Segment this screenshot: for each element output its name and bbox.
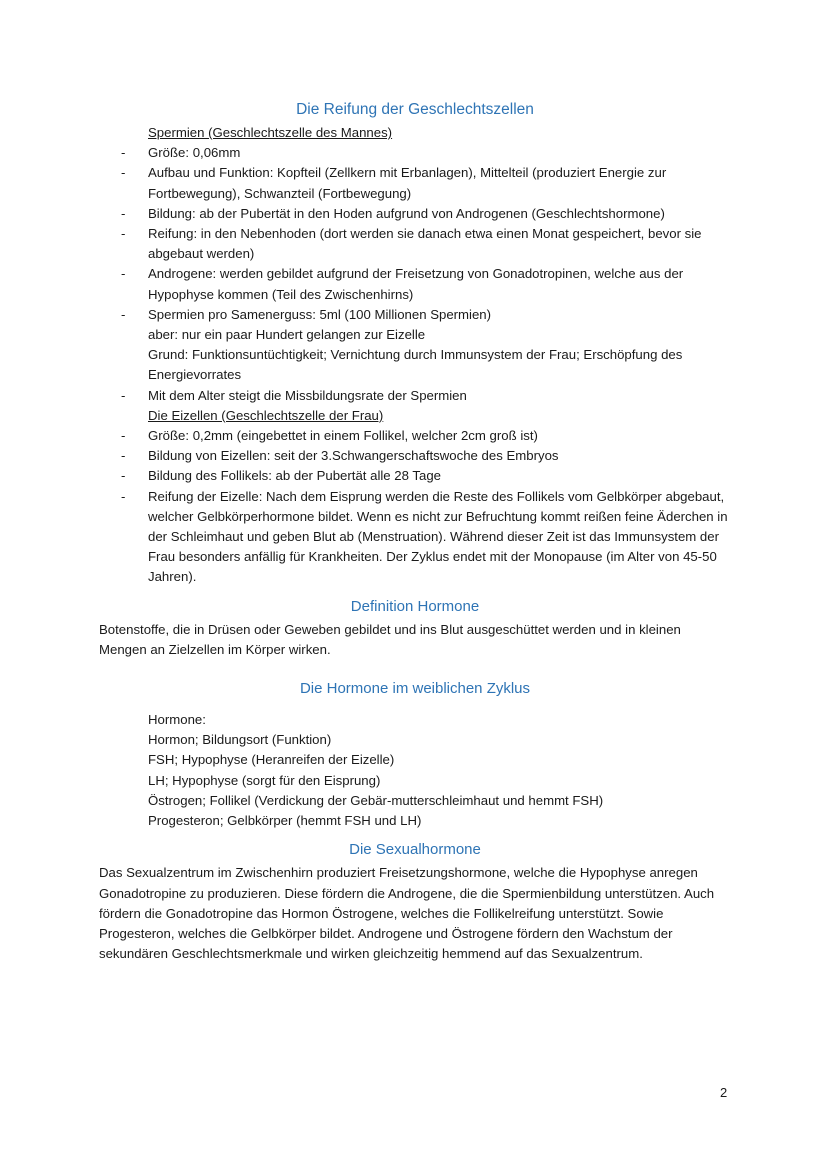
list-item: - Aufbau und Funktion: Kopfteil (Zellkern mit Erbanlagen), Mittelteil (produziert Energie zur Fortbewegung), Schwanzteil (Fortbewegung): [99, 163, 731, 203]
page-content: [99, 99, 731, 964]
cycle-line: Hormone:: [148, 712, 206, 728]
list-item: - Bildung: ab der Pubertät in den Hoden aufgrund von Androgenen (Geschlechtshormone): [99, 204, 731, 224]
subheading-sperm: Spermien (Geschlechtszelle des Mannes): [148, 125, 393, 140]
list-item-sperm-count: [99, 305, 731, 386]
list-item: - Größe: 0,2mm (eingebettet in einem Follikel, welcher 2cm groß ist): [99, 426, 731, 446]
sperm-count-line: Grund: Funktionsuntüchtigkeit; Vernichtung durch Immunsystem der Frau; Erschöpfung des Energievorrates: [148, 347, 683, 383]
list-item: - Bildung des Follikels: ab der Pubertät alle 28 Tage: [99, 466, 731, 486]
heading-cycle: Die Hormone im weiblichen Zyklus: [299, 680, 531, 698]
heading-definition: Definition Hormone: [350, 597, 480, 615]
cycle-line: Progesteron; Gelbkörper (hemmt FSH und LH): [148, 813, 422, 829]
cycle-hormone-list: [99, 710, 731, 831]
sperm-count-line: aber: nur ein paar Hundert gelangen zur Eizelle: [148, 327, 426, 343]
list-item: - Reifung: in den Nebenhoden (dort werden sie danach etwa einen Monat gespeichert, bevor sie abgebaut werden): [99, 224, 731, 264]
page-number: 2: [720, 1085, 728, 1100]
cycle-line: FSH; Hypophyse (Heranreifen der Eizelle): [148, 752, 395, 768]
list-item: - Größe: 0,06mm: [99, 143, 731, 163]
cycle-line: Östrogen; Follikel (Verdickung der Gebär-mutterschleimhaut und hemmt FSH): [148, 792, 604, 808]
egg-list: [99, 426, 731, 588]
list-item: - Bildung von Eizellen: seit der 3.Schwangerschaftswoche des Embryos: [99, 446, 731, 466]
sperm-list: [99, 143, 731, 406]
list-item: - Mit dem Alter steigt die Missbildungsrate der Spermien: [99, 386, 731, 406]
heading-sexual-hormones: Die Sexualhormone: [349, 841, 481, 859]
subheading-egg: Die Eizellen (Geschlechtszelle der Frau): [148, 407, 384, 423]
list-item: - Reifung der Eizelle: Nach dem Eisprung werden die Reste des Follikels vom Gelbkörper abgebaut, welcher Gelbkörperhormone bildet. Wenn es nicht zur Befruchtung kommt reißen feine Äderchen in der Schleimhaut und geben Blut ab (Menstruation). Während dieser Zeit ist das Immunsystem der Frau besonders anfällig für Krankheiten. Der Zyklus endet mit der Monopause (im Alter von 45-50 Jahren).: [99, 487, 731, 588]
definition-text: Botenstoffe, die in Drüsen oder Geweben gebildet und ins Blut ausgeschüttet werden und in kleinen Mengen an Zielzellen im Körper wirken.: [99, 621, 681, 657]
cycle-line: Hormon; Bildungsort (Funktion): [148, 732, 332, 748]
cycle-line: LH; Hypophyse (sorgt für den Eisprung): [148, 772, 381, 788]
heading-main: Die Reifung der Geschlechtszellen: [296, 101, 534, 118]
list-item: - Androgene: werden gebildet aufgrund der Freisetzung von Gonadotropinen, welche aus der Hypophyse kommen (Teil des Zwischenhirns): [99, 264, 731, 304]
sperm-count-line: - Spermien pro Samenerguss: 5ml (100 Millionen Spermien): [148, 306, 492, 322]
sexual-hormones-text: Das Sexualzentrum im Zwischenhirn produziert Freisetzungshormone, welche die Hypophyse anregen Gonadotropine zu produzieren. Diese fördern die Androgene, die die Spermienbildung unterstützen. Auch fördern die Gonadotropine das Hormon Östrogene, welches die Follikelreifung unterstützt. Sowie Progesteron, welches die Gelbkörper bildet. Androgene und Östrogene fördern den Wachstum der sekundären Geschlechtsmerkmale und wirken gleichzeitig hemmend auf das Sexualzentrum.: [99, 865, 715, 962]
